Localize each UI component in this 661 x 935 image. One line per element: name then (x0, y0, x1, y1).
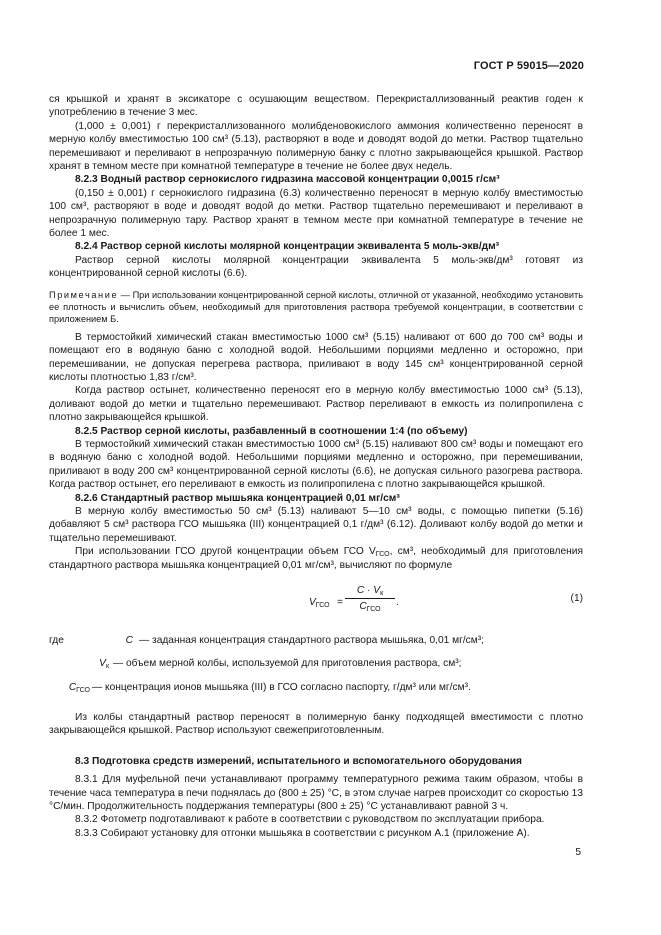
note-text: — При использовании концентрированной серной кислоты, отличной от указанной, необходимо установить ее плотность и вычислить объем, необходимый для приготовления раствора требуемой концентрации, в соответствии с приложением Б. (49, 289, 583, 324)
paragraph: В термостойкий химический стакан вместимостью 1000 см³ (5.15) наливают от 600 до 700 см³ воды и помещают его в водяную баню с холодной водой. Небольшими порциями медленно и осторожно, при перемешивании, не допуская перегрева раствора, приливают в воду 145 см³ концентрированной серной кислоты плотностью 1,83 г/см³. (49, 331, 583, 383)
section-heading-8-3: 8.3 Подготовка средств измерений, испытательного и вспомогательного оборудования (75, 755, 522, 767)
where-symbol: $V_к$ (99, 658, 109, 670)
where-symbol: $C_{ГСО}$ (68, 682, 90, 694)
paragraph: Из колбы стандартный раствор переносят в полимерную банку подходящей вместимости с плотно закрывающейся крышкой. Раствор используют свежеприготовленным. (49, 712, 583, 737)
formula-equals: = (337, 597, 343, 608)
where-word: где (49, 635, 64, 646)
section-heading-8-2-6: 8.2.6 Стандартный раствор мышьяка концентрацией 0,01 мг/см³ (75, 492, 400, 504)
note-label: Примечание (49, 289, 119, 300)
paragraph: (1,000 ± 0,001) г перекристаллизованного молибденовокислого аммония количественно переносят в мерную колбу вместимостью 100 см³ (5.13), растворяют в воде и доводят водой до метки. Раствор тщательно перемешивают и переливают в непрозрачную полимерную банку с плотно закрывающейся крышкой. Раствор хранят в темном месте при комнатной температуре в течение не более двух недель. (49, 120, 583, 173)
paragraph: Раствор серной кислоты молярной концентрации эквивалента 5 моль-экв/дм³ готовят из концентрированной серной кислоты (6.6). (49, 254, 583, 280)
paragraph: (0,150 ± 0,001) г сернокислого гидразина (6.3) количественно переносят в мерную колбу вместимостью 100 см³, растворяют в воде и доводят водой до метки. Раствор тщательно перемешивают и переливают в непрозрачную полимерную тару. Раствор хранят в темном месте при комнатной температуре в течение не более 1 мес. (49, 187, 583, 240)
formula-fraction (345, 584, 395, 614)
paragraph: Когда раствор остынет, количественно переносят его в мерную колбу вместимостью 1000 см³ (5.13), доливают водой до метки и тщательно перемешивают. Раствор переливают в емкость из полипропилена с плотно закрывающейся крышкой. (49, 385, 583, 424)
paragraph: ся крышкой и хранят в эксикаторе с осушающим веществом. Перекристаллизованный реактив годен к употреблению в течение 3 мес. (49, 94, 583, 119)
where-text: — заданная концентрация стандартного раствора мышьяка, 0,01 мг/см³; (139, 635, 484, 646)
section-heading-8-2-3: 8.2.3 Водный раствор сернокислого гидразина массовой концентрации 0,0015 г/см³ (75, 174, 500, 186)
section-heading-8-2-5: 8.2.5 Раствор серной кислоты, разбавленный в соотношении 1:4 (по объему) (75, 425, 468, 437)
section-heading-8-2-4: 8.2.4 Раствор серной кислоты молярной концентрации эквивалента 5 моль-экв/дм³ (75, 241, 500, 253)
paragraph: 8.3.2 Фотометр подготавливают к работе в соответствии с руководством по эксплуатации прибора. (75, 814, 545, 826)
where-item (49, 681, 583, 697)
paragraph: В мерную колбу вместимостью 50 см³ (5.13) наливают 5—10 см³ воды, с помощью пипетки (5.16) добавляют 5 см³ раствора ГСО мышьяка (III) концентрацией 0,1 г/дм³ (6.12). Доливают колбу водой до метки и тщательно перемешивают. (49, 505, 583, 544)
formula-numerator: $C \cdot V_к$ (345, 584, 395, 599)
page-body (49, 93, 583, 840)
page-number: 5 (575, 847, 581, 858)
where-text: — объем мерной колбы, используемой для приготовления раствора, см³; (113, 658, 462, 669)
paragraph: В термостойкий химический стакан вместимостью 1000 см³ (5.15) наливают 800 см³ воды и помещают его в водяную баню с холодной водой. Небольшими порциями медленно и осторожно, при перемешивании, приливают в воду 200 см³ концентрированной серной кислоты (6.6), не допуская сильного разогрева раствора. Когда раствор остынет, его переливают в емкость из полипропилена с плотно закрывающейся крышкой. (49, 438, 583, 491)
where-item (49, 657, 583, 673)
standard-number: ГОСТ Р 59015—2020 (473, 60, 584, 72)
where-text: — концентрация ионов мышьяка (III) в ГСО согласно паспорту, г/дм³ или мг/см³. (92, 682, 471, 693)
formula-period: . (396, 597, 399, 608)
paragraph: 8.3.3 Собирают установку для отгонки мышьяка в соответствии с рисунком А.1 (приложение А). (75, 827, 530, 839)
paragraph: 8.3.1 Для муфельной печи устанавливают программу температурного режима таким образом, чтобы в течение часа температура в печи поднялась до (800 ± 25) °C, в этом случае нагрев происходит со скоростью 13 °C/мин. Продолжительность поддержания температуры (800 ± 25) °C устанавливают равной 3 ч. (49, 774, 583, 813)
formula-lhs: $V_{ГСО}$ (309, 597, 330, 609)
paragraph: При использовании ГСО другой концентрации объем ГСО $V_{ГСО}$, см³, необходимый для приготовления стандартного раствора мышьяка концентрацией 0,01 мг/см³, вычисляют по формуле (49, 546, 583, 571)
formula-number: (1) (570, 593, 583, 604)
formula-denominator: $C_{ГСО}$ (359, 601, 381, 614)
note (49, 289, 583, 325)
where-symbol: C (125, 635, 133, 646)
formula-1 (49, 584, 583, 624)
where-item (49, 634, 583, 650)
